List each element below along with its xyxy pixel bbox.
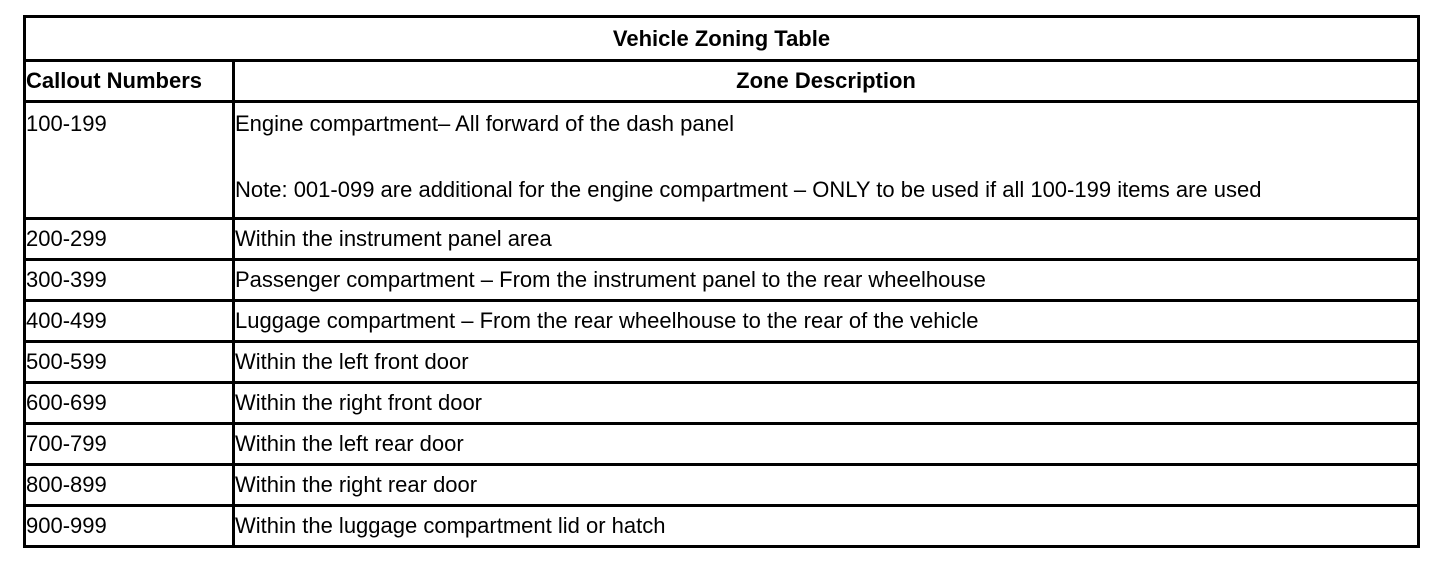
vehicle-zoning-table <box>23 15 1420 548</box>
callout-cell: 900-999 <box>26 507 235 545</box>
table-row <box>26 103 1417 220</box>
callout-cell: 100-199 <box>26 103 235 220</box>
title-row <box>26 18 1417 62</box>
description-cell: Within the left front door <box>235 343 1417 384</box>
description-cell: Passenger compartment – From the instrument panel to the rear wheelhouse <box>235 261 1417 302</box>
zone-table-grid <box>26 18 1417 545</box>
callout-cell: 200-299 <box>26 220 235 261</box>
description-text: Engine compartment– All forward of the dash panel <box>235 111 734 136</box>
description-cell: Within the right front door <box>235 384 1417 425</box>
header-callout-numbers: Callout Numbers <box>26 62 235 103</box>
description-cell: Luggage compartment – From the rear wheelhouse to the rear of the vehicle <box>235 302 1417 343</box>
description-cell: Within the left rear door <box>235 425 1417 466</box>
table-row <box>26 507 1417 545</box>
callout-cell: 700-799 <box>26 425 235 466</box>
table-row <box>26 425 1417 466</box>
table-row <box>26 466 1417 507</box>
description-cell: Within the luggage compartment lid or hatch <box>235 513 666 538</box>
description-cell <box>235 103 1417 220</box>
table-row <box>26 343 1417 384</box>
callout-cell: 800-899 <box>26 466 235 507</box>
table-row <box>26 302 1417 343</box>
description-cell: Within the right rear door <box>235 466 1417 507</box>
description-note: Note: 001-099 are additional for the engine compartment – ONLY to be used if all 100-199 items are used <box>235 177 1262 202</box>
header-zone-description: Zone Description <box>235 62 1417 103</box>
callout-cell: 600-699 <box>26 384 235 425</box>
table-row <box>26 220 1417 261</box>
callout-cell: 300-399 <box>26 261 235 302</box>
callout-cell: 500-599 <box>26 343 235 384</box>
table-title: Vehicle Zoning Table <box>26 18 1417 62</box>
header-row <box>26 62 1417 103</box>
description-cell: Within the instrument panel area <box>235 220 1417 261</box>
callout-cell: 400-499 <box>26 302 235 343</box>
table-row <box>26 384 1417 425</box>
table-row <box>26 261 1417 302</box>
